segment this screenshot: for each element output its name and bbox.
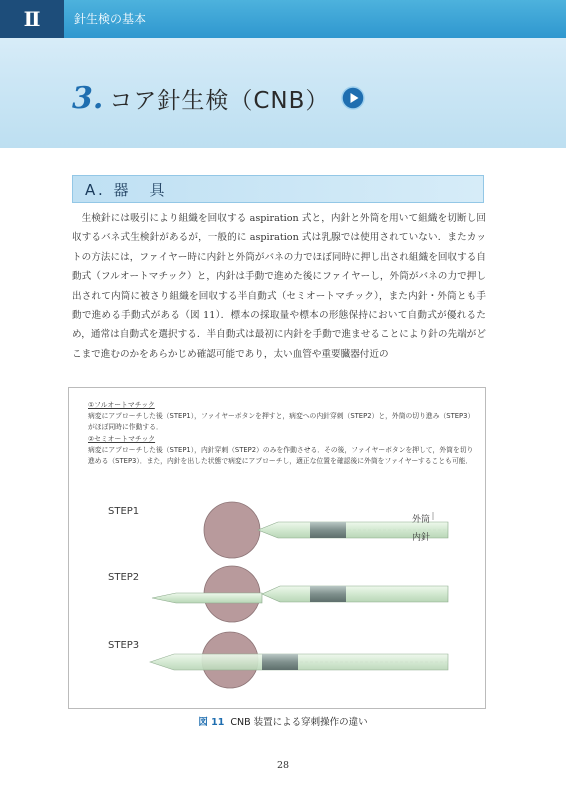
step2-label: STEP2 xyxy=(108,572,140,583)
inner-label: 内針 xyxy=(412,533,431,543)
needle-marker-step2 xyxy=(310,586,346,602)
note-semi-heading: ②セミオートマチック xyxy=(88,434,156,443)
cnb-step-diagram xyxy=(80,490,480,690)
note-semi-text: 病変にアプローチした後（STEP1），内針穿刺（STEP2）のみを作動させる．その後，ファイヤーボタンを押して，外筒を切り進める（STEP3）．また，内針を出した状態で病変にアプローチし，適正な位置を確認後に外筒をファイヤーすることも可能． xyxy=(88,445,474,466)
chapter-number: Ⅱ xyxy=(0,0,64,38)
note-full-text: 病変にアプローチした後（STEP1），ファイヤーボタンを押すと，病変への内針穿刺（STEP2）と，外筒の切り進み（STEP3）がほぼ同時に作動する． xyxy=(88,412,471,432)
chapter-title: 針生検の基本 xyxy=(74,12,147,26)
note-full-heading: ①フルオートマチック xyxy=(88,401,155,409)
body-paragraph: 生検針には吸引により組織を回収する aspiration 式と，内針と外筒を用いて組織を切断し回収するバネ式生検針があるが，一般的に aspiration 式は乳腺では使用されていない．またカットの方法には，ファイヤー時に内針と外筒がバネの力でほぼ同時に押し出され組織を回収する自動式（フルオートマチック）と，内針は手動で進めた後にファイヤーし，外筒がバネの力で押し出されて内筒に被さり組織を回収する半自動式（セミオートマチック），また内針・外筒とも手動で進める手動式がある（図 11）．標本の採取量や標本の形態保持において自動式が優れるため，通常は自動式を選択する．半自動式は最初に内針を手動で進ませることにより針の先端がどこまで進むのかをあらかじめ確認可能であり，太い血管や重要臓器付近の xyxy=(72,213,486,360)
caption-text: CNB 装置による穿刺操作の違い xyxy=(230,717,368,728)
figure-caption xyxy=(0,714,566,728)
title-number: 3. xyxy=(72,80,104,116)
caption-label: 図 11 xyxy=(198,717,225,728)
title-text: コア針生検（CNB） xyxy=(109,87,330,114)
outer-label: 外筒 xyxy=(412,515,431,525)
inner-needle-step2 xyxy=(152,593,262,603)
section-heading: A. 器 具 xyxy=(72,175,484,203)
page-number: 28 xyxy=(276,760,290,771)
figure-notes xyxy=(88,400,474,467)
lesion-step1 xyxy=(204,502,260,558)
page-title xyxy=(72,76,365,120)
outer-sheath-step2 xyxy=(262,586,448,602)
step3-label: STEP3 xyxy=(108,640,140,651)
play-circle-icon[interactable] xyxy=(341,86,365,110)
step1-label: STEP1 xyxy=(108,506,140,517)
needle-marker-step3 xyxy=(262,654,298,670)
needle-marker-step1 xyxy=(310,522,346,538)
needle-step3 xyxy=(150,654,448,670)
